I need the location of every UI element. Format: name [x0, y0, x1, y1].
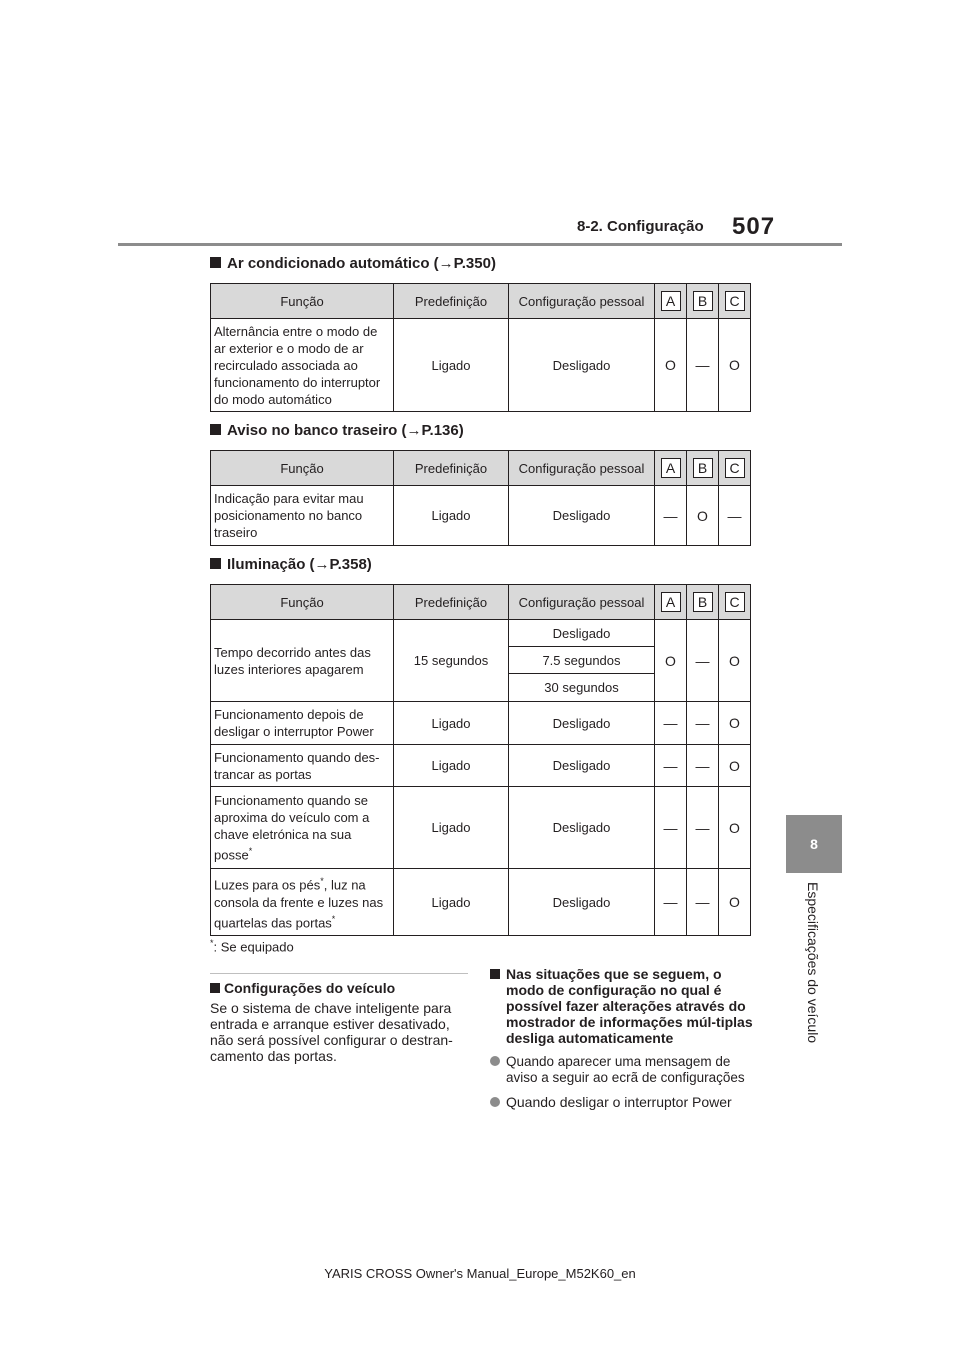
- column-a-label: A: [661, 291, 681, 311]
- chapter-tab: 8: [786, 815, 842, 873]
- column-c-label: C: [725, 291, 745, 311]
- vehicle-settings-body: Se o sistema de chave inteligente para entrada e arranque estiver desativado, não será possível configurar o destran-camento das portas.: [210, 1000, 453, 1064]
- table-ac: [210, 283, 751, 412]
- list-item: Quando desligar o interruptor Power: [490, 1094, 760, 1110]
- vehicle-settings-note: Configurações do veículo Se o sistema de chave inteligente para entrada e arranque estiver desativado, não será possível configurar o destran-camento das portas.: [210, 980, 470, 1064]
- header-divider: [118, 243, 842, 246]
- circle-bullet-icon: [490, 1056, 500, 1066]
- col-header-personal: Configuração pessoal: [509, 284, 655, 319]
- table-row: Funcionamento quando se aproxima do veículo com a chave eletrónica na sua posse* Ligado Desligado — — O: [211, 787, 751, 869]
- section-heading-lighting: Iluminação (→P.358): [210, 556, 372, 573]
- circle-bullet-icon: [490, 1097, 500, 1107]
- column-divider: [210, 973, 468, 974]
- table-rear-seat: [210, 450, 751, 546]
- table-row: Alternância entre o modo de ar exterior e o modo de ar recirculado associada ao funcionamento do interruptor do modo automático Ligado Desligado O — O: [211, 319, 751, 412]
- table-row: Funcionamento depois de desligar o interruptor Power Ligado Desligado — — O: [211, 702, 751, 745]
- section-heading-ac: Ar condicionado automático (→P.350): [210, 255, 496, 272]
- col-header-function: Função: [211, 585, 394, 620]
- col-header-default: Predefinição: [394, 451, 509, 486]
- square-bullet-icon: [210, 983, 220, 993]
- col-header-default: Predefinição: [394, 585, 509, 620]
- column-a-label: A: [661, 458, 681, 478]
- column-b-label: B: [693, 458, 713, 478]
- square-bullet-icon: [490, 969, 500, 979]
- column-c-label: C: [725, 592, 745, 612]
- section-title: 8-2. Configuração: [577, 218, 704, 235]
- column-c-label: C: [725, 458, 745, 478]
- section-heading-rear-seat: Aviso no banco traseiro (→P.136): [210, 422, 464, 439]
- table-lighting: Função Predefinição Configuração pessoal A B C Tempo decorrido antes das luzes interiores apagarem 15 segundos Desligado O — O 7.5 segundos 30 segundos Funcionamento depois de desligar o interruptor Power Ligado Desligado — — O Funcionamento quando des-trancar as portas Ligado Desligado — — O Funcionamento quando se aproxima do veículo com a chave eletrónica na sua posse* Ligado Desligado — — O Luzes para os pés*, luz na consola da frente e luzes nas quartelas das portas* Ligado Desligado — — O: [210, 584, 751, 936]
- table-row: Funcionamento quando des-trancar as portas Ligado Desligado — — O: [211, 745, 751, 787]
- square-bullet-icon: [210, 424, 221, 435]
- col-header-personal: Configuração pessoal: [509, 451, 655, 486]
- square-bullet-icon: [210, 558, 221, 569]
- column-b-label: B: [693, 592, 713, 612]
- col-header-function: Função: [211, 451, 394, 486]
- chapter-label: Especificações do veículo: [805, 882, 821, 1044]
- table-row: Luzes para os pés*, luz na consola da frente e luzes nas quartelas das portas* Ligado Desligado — — O: [211, 869, 751, 936]
- list-item: Quando aparecer uma mensagem de aviso a seguir ao ecrã de configurações: [490, 1054, 760, 1086]
- page-footer: YARIS CROSS Owner's Manual_Europe_M52K60_en: [324, 1266, 636, 1281]
- col-header-function: Função: [211, 284, 394, 319]
- col-header-default: Predefinição: [394, 284, 509, 319]
- page-number: 507: [732, 213, 776, 240]
- square-bullet-icon: [210, 257, 221, 268]
- situations-note: Nas situações que se seguem, o modo de configuração no qual é possível fazer alterações através do mostrador de informações múl-tiplas desliga automaticamente Quando aparecer uma mensagem de aviso a seguir ao ecrã de configurações Quando desligar o interruptor Power: [490, 966, 760, 1110]
- table-row: Indicação para evitar mau posicionamento no banco traseiro Ligado Desligado — O —: [211, 486, 751, 546]
- column-a-label: A: [661, 592, 681, 612]
- col-header-personal: Configuração pessoal: [509, 585, 655, 620]
- footnote: *: Se equipado: [210, 938, 294, 955]
- table-row: Tempo decorrido antes das luzes interiores apagarem 15 segundos Desligado O — O: [211, 620, 751, 647]
- column-b-label: B: [693, 291, 713, 311]
